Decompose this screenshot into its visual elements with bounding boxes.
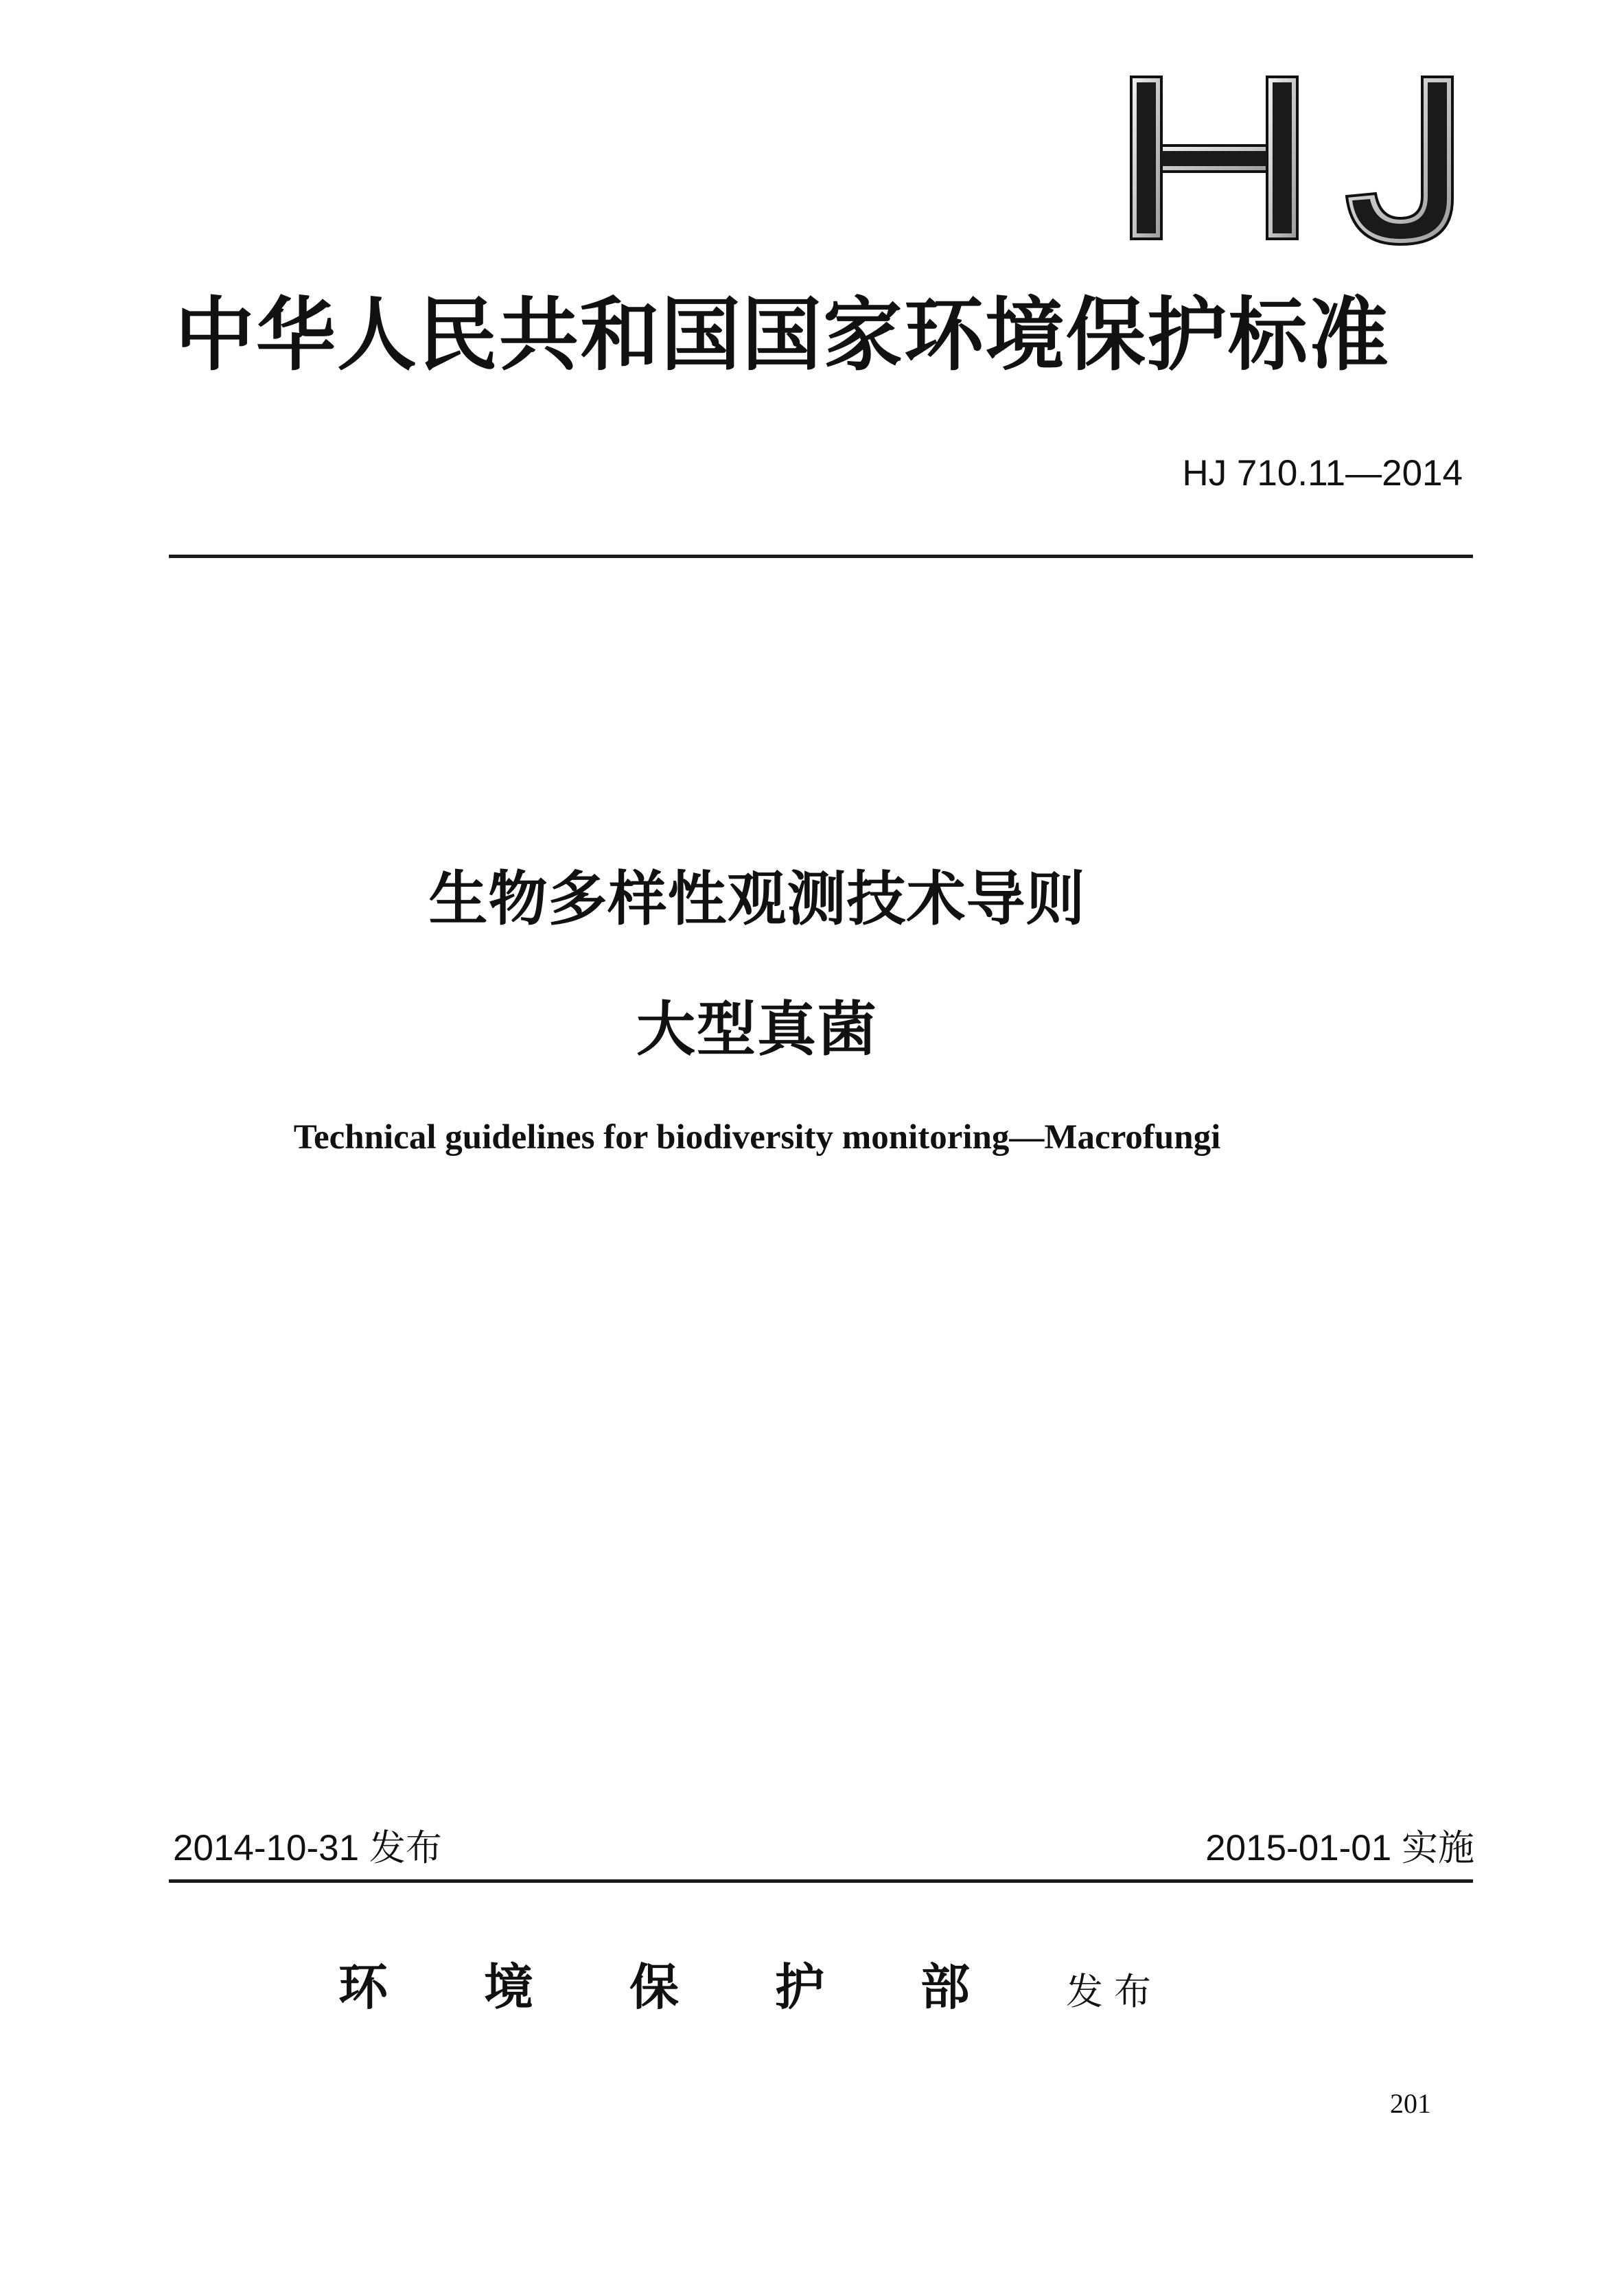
publisher-name: 环境保护部 [338,1958,1066,2016]
bottom-divider [169,1879,1473,1883]
publisher-line [0,1949,1624,2039]
top-divider [169,555,1473,558]
publisher-suffix: 发布 [1066,1970,1162,2013]
document-title: 生物多样性观测技术导则 [428,865,1086,934]
standard-code: HJ 710.11—2014 [1182,453,1463,494]
org-title: 中华人民共和国国家环境保护标准 [175,288,1390,382]
issue-date: 2014-10-31 发布 [173,1828,442,1868]
hj-logo-icon [1126,69,1469,253]
page-number: 201 [1390,2088,1431,2119]
document-subtitle: 大型真菌 [636,995,878,1064]
english-title: Technical guidelines for biodiversity monitoring—Macrofungi [293,1118,1221,1157]
implementation-date: 2015-01-01 实施 [1205,1828,1474,1868]
